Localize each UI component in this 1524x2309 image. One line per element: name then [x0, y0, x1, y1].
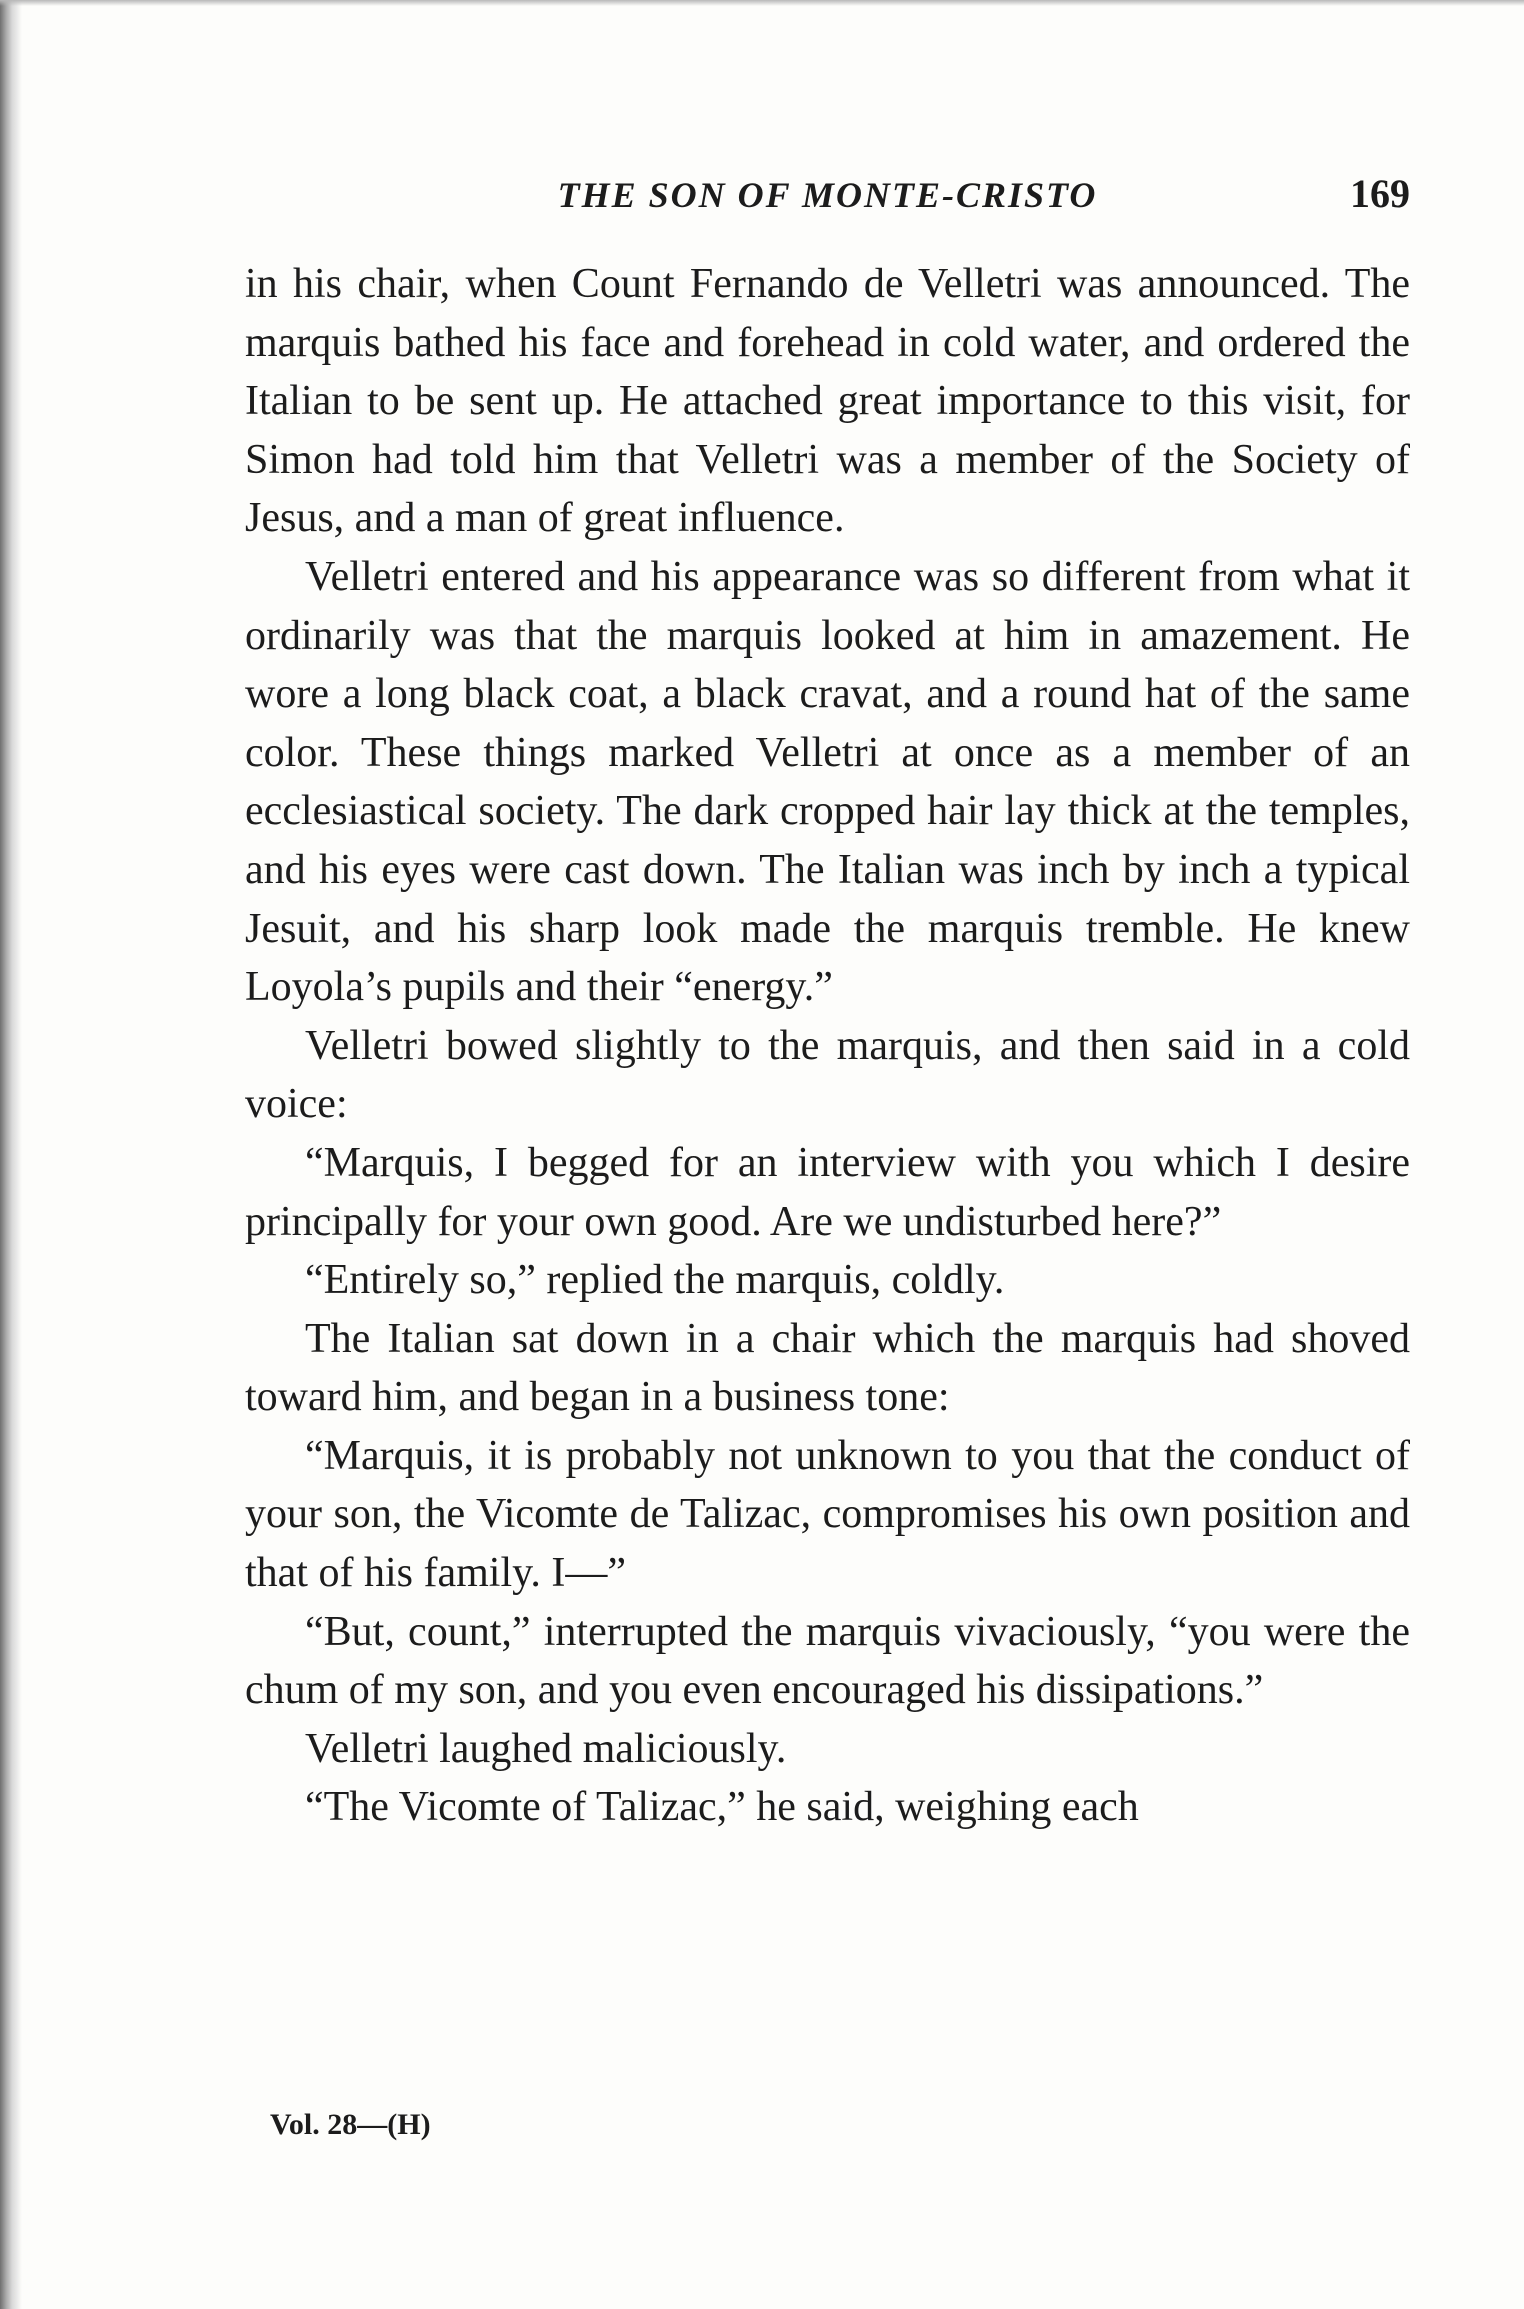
paragraph: in his chair, when Count Fernando de Velletri was announced. The marquis bathed his face and forehead in cold water, and ordered the Italian to be sent up. He attached great importance to this visit, for Simon had told him that Velletri was a member of the Society of Jesus, and a man of great influence.	[245, 261, 1410, 542]
running-title: THE SON OF MONTE-CRISTO	[557, 175, 1098, 215]
paragraph: The Italian sat down in a chair which the marquis had shoved toward him, and began in a business tone:	[245, 1315, 1410, 1421]
signature-mark: Vol. 28—(H)	[270, 2108, 431, 2141]
running-head	[245, 170, 1410, 230]
paragraph: Velletri entered and his appearance was so different from what it ordinarily was that the marquis looked at him in amazement. He wore a long black coat, a black cravat, and a round hat of the same color. These things marked Velletri at once as a member of an ecclesiastical society. The dark cropped hair lay thick at the temples, and his eyes were cast down. The Italian was inch by inch a typical Jesuit, and his sharp look made the marquis tremble. He knew Loyola’s pupils and their “energy.”	[245, 553, 1410, 1011]
body-text	[245, 255, 1410, 1837]
paragraph: “Marquis, I begged for an interview with you which I desire principally for your own good. Are we undisturbed here?”	[245, 1139, 1410, 1245]
paragraph: “Entirely so,” replied the marquis, coldly.	[305, 1257, 1005, 1304]
paragraph: “Marquis, it is probably not unknown to you that the conduct of your son, the Vicomte de Talizac, compromises his own position and that of his family. I—”	[245, 1432, 1410, 1597]
paragraph: Velletri laughed maliciously.	[305, 1725, 787, 1772]
paragraph: Velletri bowed slightly to the marquis, and then said in a cold voice:	[245, 1022, 1410, 1128]
page-top-edge	[0, 0, 1524, 6]
binding-shadow	[0, 0, 22, 2309]
paragraph: “But, count,” interrupted the marquis vivaciously, “you were the chum of my son, and you even encouraged his dissipations.”	[245, 1608, 1410, 1714]
paragraph: “The Vicomte of Talizac,” he said, weighing each	[305, 1784, 1139, 1831]
page-number: 169	[1350, 171, 1410, 216]
